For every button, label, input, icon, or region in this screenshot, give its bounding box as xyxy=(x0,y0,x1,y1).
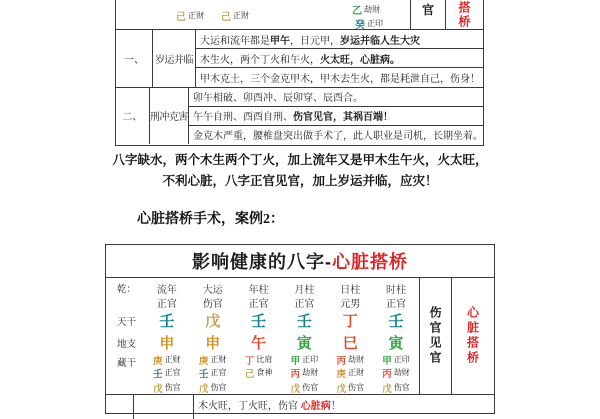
heavenly-stem: 壬 xyxy=(251,313,267,330)
hidden-stem-char: 丙 xyxy=(290,368,301,380)
hidden-stem-char: 戊 xyxy=(382,383,392,395)
analysis-text-segment: 金克木严重，腰椎盘突出做手术了，此人职业是司机，长期坐着。 xyxy=(193,131,483,143)
hidden-stems-cell xyxy=(144,353,190,394)
earthly-branch: 寅 xyxy=(388,335,404,352)
partial-analysis-text xyxy=(194,395,494,419)
analysis-row xyxy=(196,30,483,48)
gender-corner-label: 乾： xyxy=(117,284,137,295)
analysis-row xyxy=(189,88,483,106)
title-black-part: 影响健康的八字- xyxy=(192,252,332,272)
heavenly-stem: 丁 xyxy=(342,313,358,330)
hidden-stem-char: 丙 xyxy=(382,368,392,380)
heavenly-stem: 壬 xyxy=(159,313,175,330)
hidden-stem-god: 食神 xyxy=(256,368,273,377)
hidden-stem-char: 甲 xyxy=(290,355,301,367)
section-number: 二、 xyxy=(116,88,150,145)
analysis-text-segment: 卯午相破、卯酉冲、辰卯穿、辰酉合。 xyxy=(193,93,363,105)
hidden-stem-line xyxy=(382,353,410,366)
earthly-branch: 寅 xyxy=(296,335,312,352)
hidden-stem-item xyxy=(355,16,383,31)
heavenly-stem: 壬 xyxy=(296,313,312,330)
ten-god-label: 正财 xyxy=(233,11,249,20)
summary-line-1: 八字缺水，两个木生两个丁火，加上流年又是甲木生午火，火太旺， xyxy=(112,153,488,167)
case2-table-body xyxy=(106,278,494,395)
hidden-stem-god: 劫财 xyxy=(347,355,364,364)
section-label: 刑冲克害 xyxy=(150,88,189,145)
hidden-stem-char: 戊 xyxy=(153,383,163,395)
hidden-stems-cell xyxy=(327,353,373,394)
stems-row-label: 天干 xyxy=(117,316,137,328)
analysis-text-bold: 火太旺，心脏病。 xyxy=(320,54,400,66)
hidden-stem-char: 戊 xyxy=(336,383,346,395)
pillar-ten-god: 正官 xyxy=(294,299,315,310)
analysis-row xyxy=(189,106,483,125)
pillar-stems-row xyxy=(144,310,419,331)
hidden-stem-line xyxy=(291,353,319,366)
analysis-text-bold: 甲午 xyxy=(270,35,290,47)
heavenly-stem: 戊 xyxy=(205,313,221,330)
section-rows xyxy=(196,30,483,87)
bazi-chart-area xyxy=(106,278,419,394)
hidden-stem-char: 壬 xyxy=(198,368,209,380)
pillar-ten-god: 正官 xyxy=(386,299,407,310)
pillar-name: 大运 xyxy=(202,285,223,296)
case2-table xyxy=(105,244,495,414)
section-rows xyxy=(189,88,483,145)
summary-line-2: 不利心脏，八字正官见官，加上岁运并临，应灾！ xyxy=(162,174,438,188)
hidden-stem-god: 伤官 xyxy=(302,383,319,392)
hidden-stem-line xyxy=(199,366,227,379)
heavenly-stems-prow xyxy=(106,309,419,332)
hidden-stem-char: 甲 xyxy=(382,355,392,367)
hidden-stem-char: 戊 xyxy=(198,383,209,395)
case2-analysis-partial-row xyxy=(106,395,494,419)
analysis-text-segment: 甲木克土，三个金克甲木，甲木去生火，都是耗泄自己，伤身！ xyxy=(200,73,480,85)
hidden-stem-char: 壬 xyxy=(153,368,163,380)
hidden-stem-line xyxy=(245,366,273,379)
hidden-stem-item xyxy=(176,8,204,23)
earthly-branch: 巳 xyxy=(342,335,358,352)
hidden-stem-line xyxy=(382,366,410,379)
hidden-stem-god: 劫财 xyxy=(393,368,410,377)
pillar-name: 日柱 xyxy=(340,285,361,296)
ten-god-label: 劫财 xyxy=(364,5,380,14)
pillar-ten-god: 元男 xyxy=(340,299,361,310)
pillar-names-row xyxy=(144,281,419,295)
hidden-stem-line xyxy=(199,353,227,366)
heavenly-stem: 壬 xyxy=(388,313,404,330)
hidden-stem-god: 伤官 xyxy=(210,383,227,392)
vertical-label-heart-bypass xyxy=(451,278,494,394)
ten-god-label: 正印 xyxy=(367,19,383,28)
vertical-label-shangguan-jianguan xyxy=(419,278,451,394)
hidden-stem-god: 劫财 xyxy=(302,368,319,377)
hidden-stem-char: 丁 xyxy=(244,355,255,367)
case2-table-title xyxy=(106,245,494,278)
hidden-stem-char: 戊 xyxy=(290,383,301,395)
analysis-text-bold: 岁运并临人生大灾 xyxy=(340,35,420,47)
hidden-stem-god: 正印 xyxy=(393,355,410,364)
case1-vertical-label-fragment-cell xyxy=(410,0,445,29)
pillar-name: 月柱 xyxy=(294,285,315,296)
hidden-stem-god: 伤官 xyxy=(164,383,181,392)
analysis-section-1 xyxy=(116,30,483,88)
hidden-stem-char: 丙 xyxy=(336,355,346,367)
hidden-stems-cell xyxy=(373,353,419,394)
hidden-stem-god: 正财 xyxy=(347,368,364,377)
partial-text-segment: 木火旺，丁火旺，伤官 xyxy=(198,401,301,412)
partial-text-red: 心脏病 xyxy=(300,401,331,412)
hidden-stem-line xyxy=(199,381,227,394)
pillar-ten-god: 伤官 xyxy=(202,299,223,310)
stem-char: 癸 xyxy=(355,20,365,31)
hidden-stem-line xyxy=(153,366,181,379)
hidden-stem-char: 庚 xyxy=(153,355,163,367)
hidden-stem-line xyxy=(382,381,410,394)
hidden-stem-god: 比肩 xyxy=(256,355,273,364)
partial-cell-2 xyxy=(134,395,194,419)
case2-heading: 心脏搭桥手术，案例2： xyxy=(137,212,284,227)
earthly-branch: 午 xyxy=(251,335,267,352)
stem-char: 己 xyxy=(176,12,186,23)
heart-bypass-text: 心脏搭桥 xyxy=(465,306,480,366)
shangguan-jianguan-text: 伤官见官 xyxy=(428,306,442,366)
hidden-stem-god: 伤官 xyxy=(347,383,364,392)
branches-row-label: 地支 xyxy=(117,338,137,350)
pillar-gods-prow xyxy=(106,295,419,309)
pillar-hidden-row xyxy=(144,353,419,394)
section-number: 一、 xyxy=(116,30,153,87)
hidden-stem-line xyxy=(153,353,181,366)
hidden-stem-line xyxy=(291,366,319,379)
hidden-row-label: 藏干 xyxy=(117,358,137,369)
analysis-text-segment: 午午自刑、酉酉自刑、 xyxy=(193,112,293,124)
partial-cell-1 xyxy=(106,395,134,419)
pillar-names-prow xyxy=(106,281,419,295)
hidden-stem-line xyxy=(245,353,273,366)
hidden-stem-item xyxy=(221,8,249,23)
analysis-text-segment: 木生火，两个丁火和午火， xyxy=(200,54,320,66)
hidden-stem-char: 庚 xyxy=(336,368,346,380)
pillar-gods-row xyxy=(144,295,419,309)
pillar-ten-god: 正官 xyxy=(248,299,269,310)
analysis-row xyxy=(196,67,483,86)
analysis-text-segment: ，日元甲， xyxy=(290,35,340,47)
hidden-stems-cell xyxy=(281,353,327,394)
hidden-stems-cell xyxy=(236,353,282,394)
ten-god-label: 正财 xyxy=(188,11,204,20)
stem-char: 己 xyxy=(221,12,231,23)
hidden-stem-god: 正印 xyxy=(302,355,319,364)
hidden-stems-prow xyxy=(106,353,419,394)
analysis-text-bold: 伤官见官，其祸百端！ xyxy=(293,112,393,124)
t1-hidden-items xyxy=(116,0,410,29)
earthly-branch: 申 xyxy=(159,335,175,352)
vertical-label-bypass-fragment: 搭桥 xyxy=(457,1,471,29)
hidden-stem-char: 己 xyxy=(244,368,255,380)
analysis-section-2 xyxy=(116,88,483,145)
pillar-name: 流年 xyxy=(156,285,177,296)
case1-analysis xyxy=(116,30,483,144)
hidden-stems-cell xyxy=(190,353,236,394)
analysis-text-segment: 大运和流年都是 xyxy=(200,35,270,47)
hidden-stem-char: 庚 xyxy=(198,355,209,367)
hidden-stem-god: 正官 xyxy=(164,368,181,377)
pillar-name: 年柱 xyxy=(248,285,269,296)
hidden-stem-line xyxy=(336,353,364,366)
hidden-stem-god: 正财 xyxy=(164,355,181,364)
hidden-stem-god: 正官 xyxy=(210,368,227,377)
hidden-stem-god: 正财 xyxy=(210,355,227,364)
stem-char: 乙 xyxy=(352,6,362,17)
title-red-part: 心脏搭桥 xyxy=(332,252,408,272)
hidden-stem-line xyxy=(336,366,364,379)
earthly-branch: 申 xyxy=(205,335,221,352)
section-label: 岁运并临 xyxy=(153,30,196,87)
case1-bypass-label-cell xyxy=(445,0,483,29)
case1-table xyxy=(115,0,484,146)
vertical-label-guan-fragment: 官 xyxy=(421,3,434,17)
summary-paragraph xyxy=(60,150,540,192)
earthly-branches-prow xyxy=(106,332,419,353)
hidden-stem-line xyxy=(336,381,364,394)
analysis-row xyxy=(196,48,483,67)
pillar-name: 时柱 xyxy=(386,285,407,296)
hidden-stem-line xyxy=(153,381,181,394)
pillar-branches-row xyxy=(144,332,419,353)
empty-label xyxy=(106,295,144,309)
partial-text-segment: ！ xyxy=(330,401,341,412)
analysis-row xyxy=(189,125,483,144)
hidden-stem-god: 伤官 xyxy=(393,383,410,392)
hidden-stem-line xyxy=(291,381,319,394)
pillar-ten-god: 正官 xyxy=(156,299,177,310)
case1-hidden-stems-row xyxy=(116,0,483,30)
hidden-stem-item xyxy=(352,2,380,17)
